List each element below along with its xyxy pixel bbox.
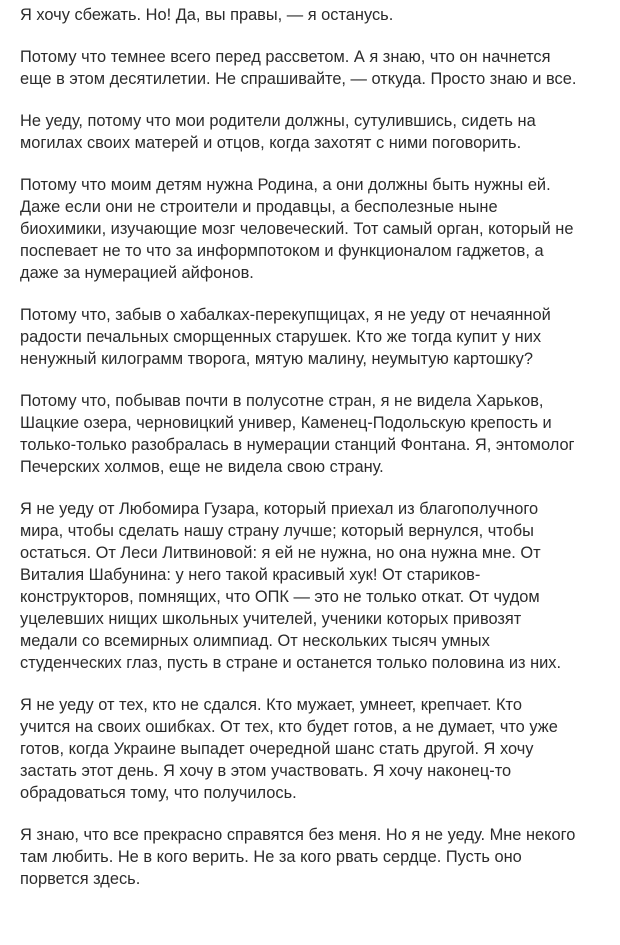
text-line: биохимики, изучающие мозг человеческий. Тот самый орган, который не [20, 220, 574, 238]
text-line: ненужный килограмм творога, мятую малину, неумытую картошку? [20, 350, 533, 368]
text-line: Потому что, забыв о хабалках-перекупщицах, я не уеду от нечаянной [20, 306, 551, 324]
text-line: обрадоваться тому, что получилось. [20, 784, 297, 802]
text-line: там любить. Не в кого верить. Не за кого рвать сердце. Пусть оно [20, 848, 522, 866]
text-line: Я знаю, что все прекрасно справятся без меня. Но я не уеду. Мне некого [20, 826, 576, 844]
text-line: Потому что, побывав почти в полусотне стран, я не видела Харьков, [20, 392, 544, 410]
text-line: готов, когда Украине выпадет очередной шанс стать другой. Я хочу [20, 740, 534, 758]
text-line: могилах своих матерей и отцов, когда захотят с ними поговорить. [20, 134, 522, 152]
text-line: Я не уеду от тех, кто не сдался. Кто мужает, умнеет, крепчает. Кто [20, 696, 522, 714]
paragraph-7 [20, 498, 616, 674]
paragraph-6 [20, 390, 616, 478]
paragraph-2 [20, 46, 616, 90]
text-line: мира, чтобы сделать нашу страну лучше; который вернулся, чтобы [20, 522, 534, 540]
text-line: остаться. От Леси Литвиновой: я ей не нужна, но она нужна мне. От [20, 544, 541, 562]
text-line: порвется здесь. [20, 870, 141, 888]
text-line: медали со всемирных олимпиад. От нескольких тысяч умных [20, 632, 490, 650]
text-line: Я хочу сбежать. Но! Да, вы правы, — я останусь. [20, 6, 394, 24]
text-line: поспевает не то что за информпотоком и функционалом гаджетов, а [20, 242, 544, 260]
paragraph-4 [20, 174, 616, 284]
text-line: только-только разобралась в нумерации станций Фонтана. Я, энтомолог [20, 436, 575, 454]
text-line: застать этот день. Я хочу в этом участвовать. Я хочу наконец-то [20, 762, 512, 780]
text-line: Я не уеду от Любомира Гузара, который приехал из благополучного [20, 500, 539, 518]
paragraph-5 [20, 304, 616, 370]
text-line: учится на своих ошибках. От тех, кто будет готов, а не думает, что уже [20, 718, 558, 736]
text-line: Печерских холмов, еще не видела свою страну. [20, 458, 384, 476]
text-line: студенческих глаз, пусть в стране и останется только половина из них. [20, 654, 562, 672]
text-line: радости печальных сморщенных старушек. Кто же тогда купит у них [20, 328, 542, 346]
article-body [20, 4, 616, 910]
paragraph-1 [20, 4, 616, 26]
text-line: Шацкие озера, черновицкий универ, Каменец-Подольскую крепость и [20, 414, 552, 432]
text-line: конструкторов, помнящих, что ОПК — это не только откат. От чудом [20, 588, 540, 606]
text-line: Виталия Шабунина: у него такой красивый хук! От стариков- [20, 566, 481, 584]
text-line: Даже если они не строители и продавцы, а бесполезные ныне [20, 198, 498, 216]
paragraph-8 [20, 694, 616, 804]
text-line: даже за нумерацией айфонов. [20, 264, 254, 282]
text-line: еще в этом десятилетии. Не спрашивайте, — откуда. Просто знаю и все. [20, 70, 577, 88]
text-line: Потому что темнее всего перед рассветом. А я знаю, что он начнется [20, 48, 551, 66]
text-line: уцелевших нищих школьных учителей, ученики которых привозят [20, 610, 522, 628]
paragraph-3 [20, 110, 616, 154]
text-line: Не уеду, потому что мои родители должны, сутулившись, сидеть на [20, 112, 536, 130]
text-line: Потому что моим детям нужна Родина, а они должны быть нужны ей. [20, 176, 551, 194]
paragraph-9 [20, 824, 616, 890]
